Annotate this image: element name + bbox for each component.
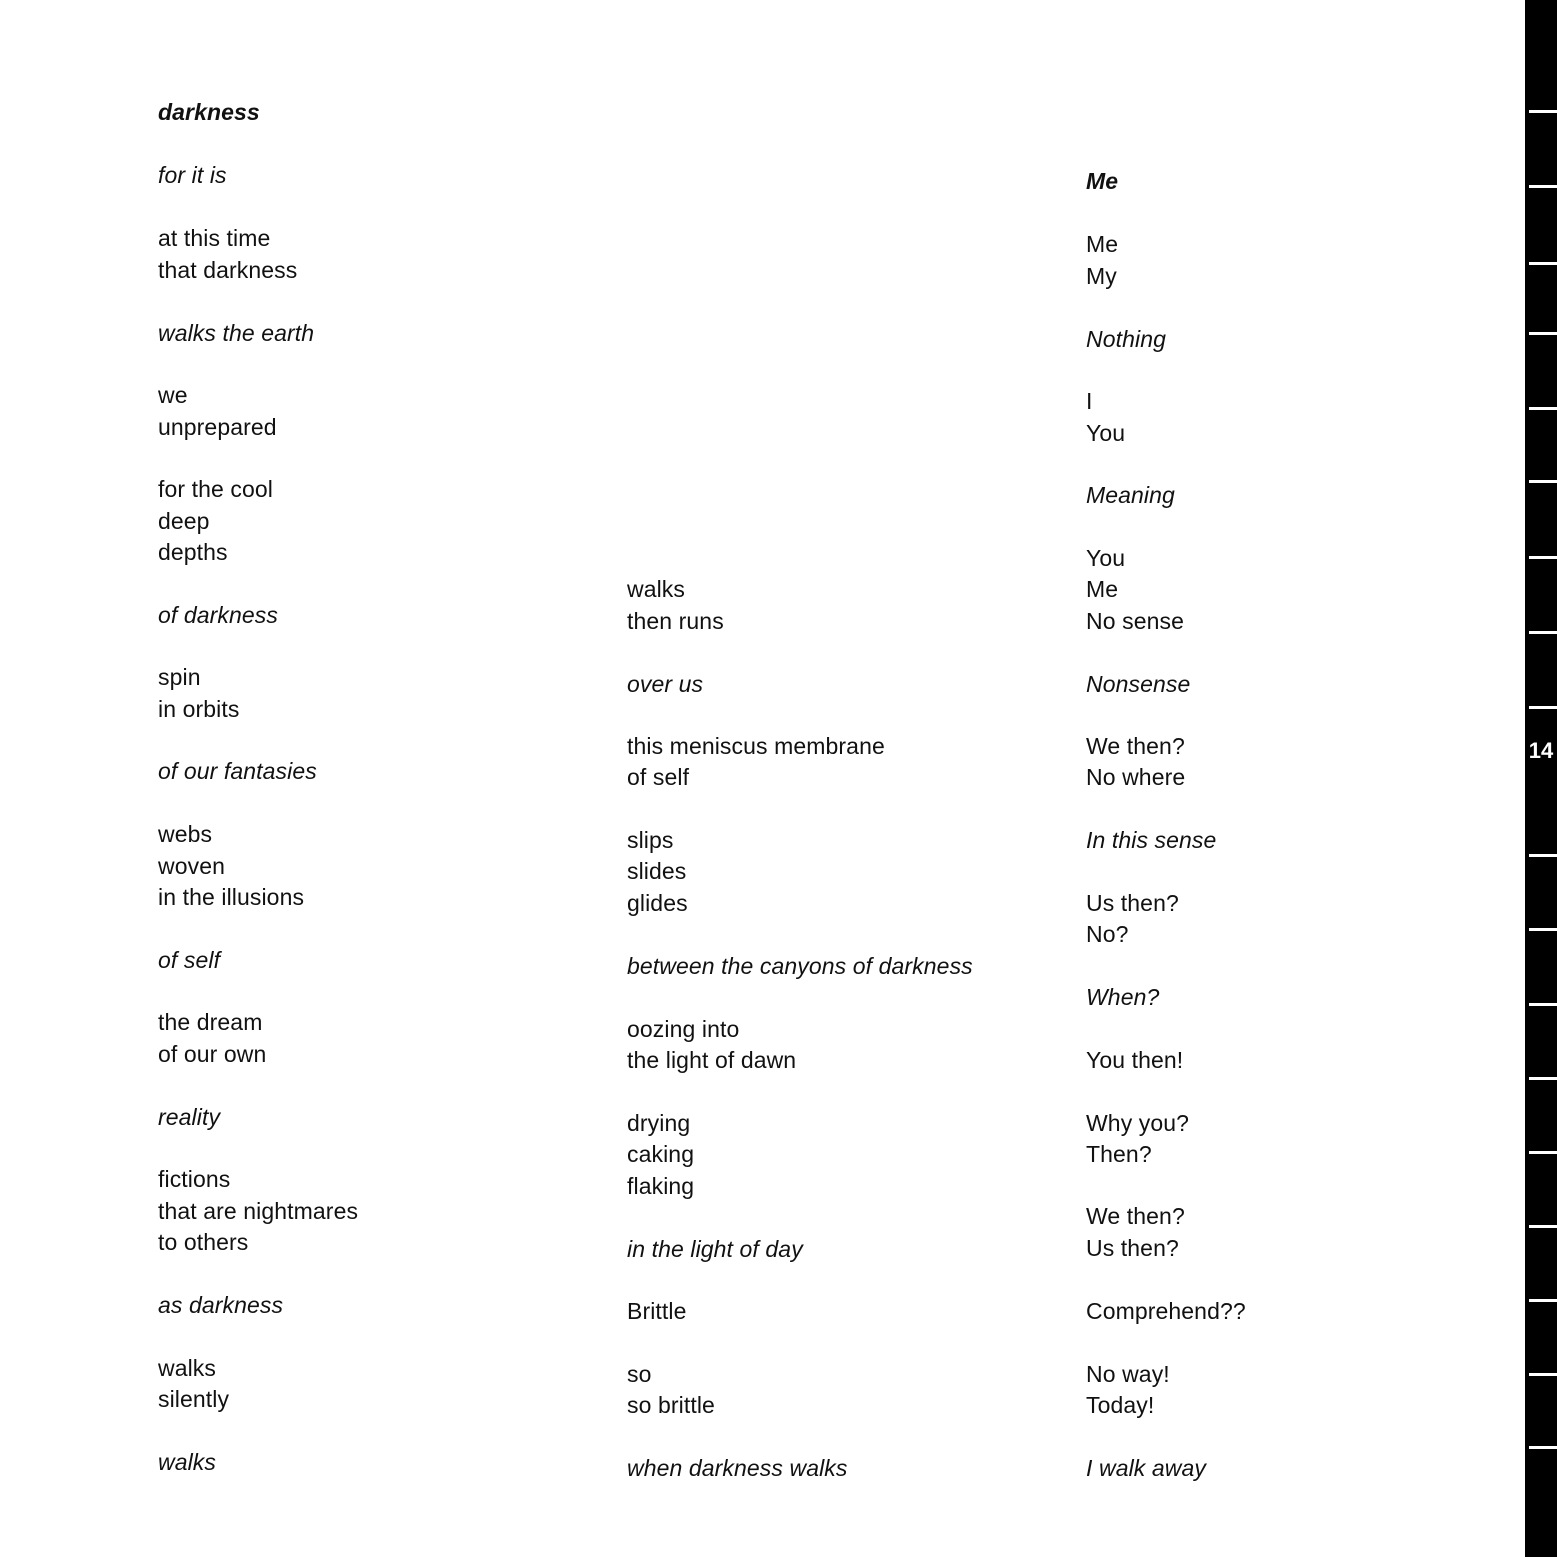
- poem-line: I walk away: [1086, 1455, 1206, 1481]
- poem-line: so: [627, 1361, 652, 1387]
- poem-line: unprepared: [158, 414, 277, 440]
- poem-line: in the illusions: [158, 884, 305, 910]
- poem-line: In this sense: [1086, 827, 1217, 853]
- poem-line: at this time: [158, 225, 271, 251]
- poem-line: of self: [158, 947, 221, 973]
- edge-tick: [1529, 1003, 1557, 1006]
- poem-line: walks: [158, 1355, 217, 1381]
- edge-tick: [1529, 706, 1557, 709]
- poem-line: Us then?: [1086, 890, 1179, 916]
- poem-line: of our fantasies: [158, 758, 317, 784]
- poem-line: that are nightmares: [158, 1198, 359, 1224]
- poem-line: when darkness walks: [627, 1455, 848, 1481]
- poem-line: for the cool: [158, 476, 273, 502]
- poem-line: We then?: [1086, 1203, 1185, 1229]
- poem-line: spin: [158, 664, 201, 690]
- poem-line: as darkness: [158, 1292, 284, 1318]
- poem-line: No?: [1086, 921, 1129, 947]
- edge-tick: [1529, 1077, 1557, 1080]
- poem-line: Today!: [1086, 1392, 1155, 1418]
- poem-line: Why you?: [1086, 1110, 1190, 1136]
- poem-line: this meniscus membrane: [627, 733, 885, 759]
- poem-line: reality: [158, 1104, 221, 1130]
- edge-tick: [1529, 262, 1557, 265]
- poem-line: glides: [627, 890, 688, 916]
- poem-line: for it is: [158, 162, 227, 188]
- poem-line: the light of dawn: [627, 1047, 797, 1073]
- poem-line: Brittle: [627, 1298, 687, 1324]
- poem-line: walks the earth: [158, 320, 315, 346]
- poem-line: Me: [1086, 231, 1119, 257]
- edge-tick: [1529, 928, 1557, 931]
- edge-tick: [1529, 1225, 1557, 1228]
- poem-line: then runs: [627, 608, 724, 634]
- poem-line: No way!: [1086, 1361, 1170, 1387]
- edge-tick: [1529, 1446, 1557, 1449]
- poem-line: drying: [627, 1110, 691, 1136]
- poem-line: we: [158, 382, 188, 408]
- poem-line: Us then?: [1086, 1235, 1179, 1261]
- poem-line: flaking: [627, 1173, 695, 1199]
- poem-line: caking: [627, 1141, 695, 1167]
- poem-line: slips: [627, 827, 674, 853]
- poem-line: We then?: [1086, 733, 1185, 759]
- poem-line: My: [1086, 263, 1117, 289]
- poem-line: You then!: [1086, 1047, 1184, 1073]
- poem-line: slides: [627, 858, 687, 884]
- poem-line: silently: [158, 1386, 230, 1412]
- edge-tick: [1529, 1299, 1557, 1302]
- poem-line: webs: [158, 821, 213, 847]
- edge-tick: [1529, 332, 1557, 335]
- poem-line: Me: [1086, 168, 1119, 194]
- edge-tick: [1529, 854, 1557, 857]
- poem-line: walks: [158, 1449, 217, 1475]
- edge-tick: [1529, 631, 1557, 634]
- poem-line: to others: [158, 1229, 249, 1255]
- poem-line: Comprehend??: [1086, 1298, 1246, 1324]
- poem-line: of self: [627, 764, 690, 790]
- poem-line: in the light of day: [627, 1236, 803, 1262]
- poem-line: walks: [627, 576, 686, 602]
- poem-line: darkness: [158, 99, 260, 125]
- poem-line: oozing into: [627, 1016, 740, 1042]
- poem-line: When?: [1086, 984, 1160, 1010]
- poem-line: in orbits: [158, 696, 240, 722]
- poem-line: woven: [158, 853, 225, 879]
- edge-tick: [1529, 480, 1557, 483]
- edge-tick: [1529, 407, 1557, 410]
- poem-line: No sense: [1086, 608, 1184, 634]
- page-edge-tab-strip: [1525, 0, 1557, 1557]
- poem-line: the dream: [158, 1009, 263, 1035]
- poem-line: between the canyons of darkness: [627, 953, 973, 979]
- poem-line: I: [1086, 388, 1093, 414]
- poem-line: You: [1086, 420, 1126, 446]
- edge-tick: [1529, 1373, 1557, 1376]
- page-number: 14: [1528, 738, 1554, 763]
- edge-tick: [1529, 110, 1557, 113]
- poem-line: fictions: [158, 1166, 231, 1192]
- poem-line: of darkness: [158, 602, 278, 628]
- poem-line: Then?: [1086, 1141, 1152, 1167]
- poem-line: of our own: [158, 1041, 267, 1067]
- poem-line: so brittle: [627, 1392, 715, 1418]
- poem-line: over us: [627, 671, 704, 697]
- poem-line: Nothing: [1086, 326, 1166, 352]
- poem-line: that darkness: [158, 257, 298, 283]
- poem-line: Me: [1086, 576, 1119, 602]
- poem-line: No where: [1086, 764, 1186, 790]
- edge-tick: [1529, 1151, 1557, 1154]
- edge-tick: [1529, 185, 1557, 188]
- edge-tick: [1529, 556, 1557, 559]
- poem-line: deep: [158, 508, 210, 534]
- poem-line: depths: [158, 539, 228, 565]
- poem-line: You: [1086, 545, 1126, 571]
- poem-line: Nonsense: [1086, 671, 1191, 697]
- poem-line: Meaning: [1086, 482, 1175, 508]
